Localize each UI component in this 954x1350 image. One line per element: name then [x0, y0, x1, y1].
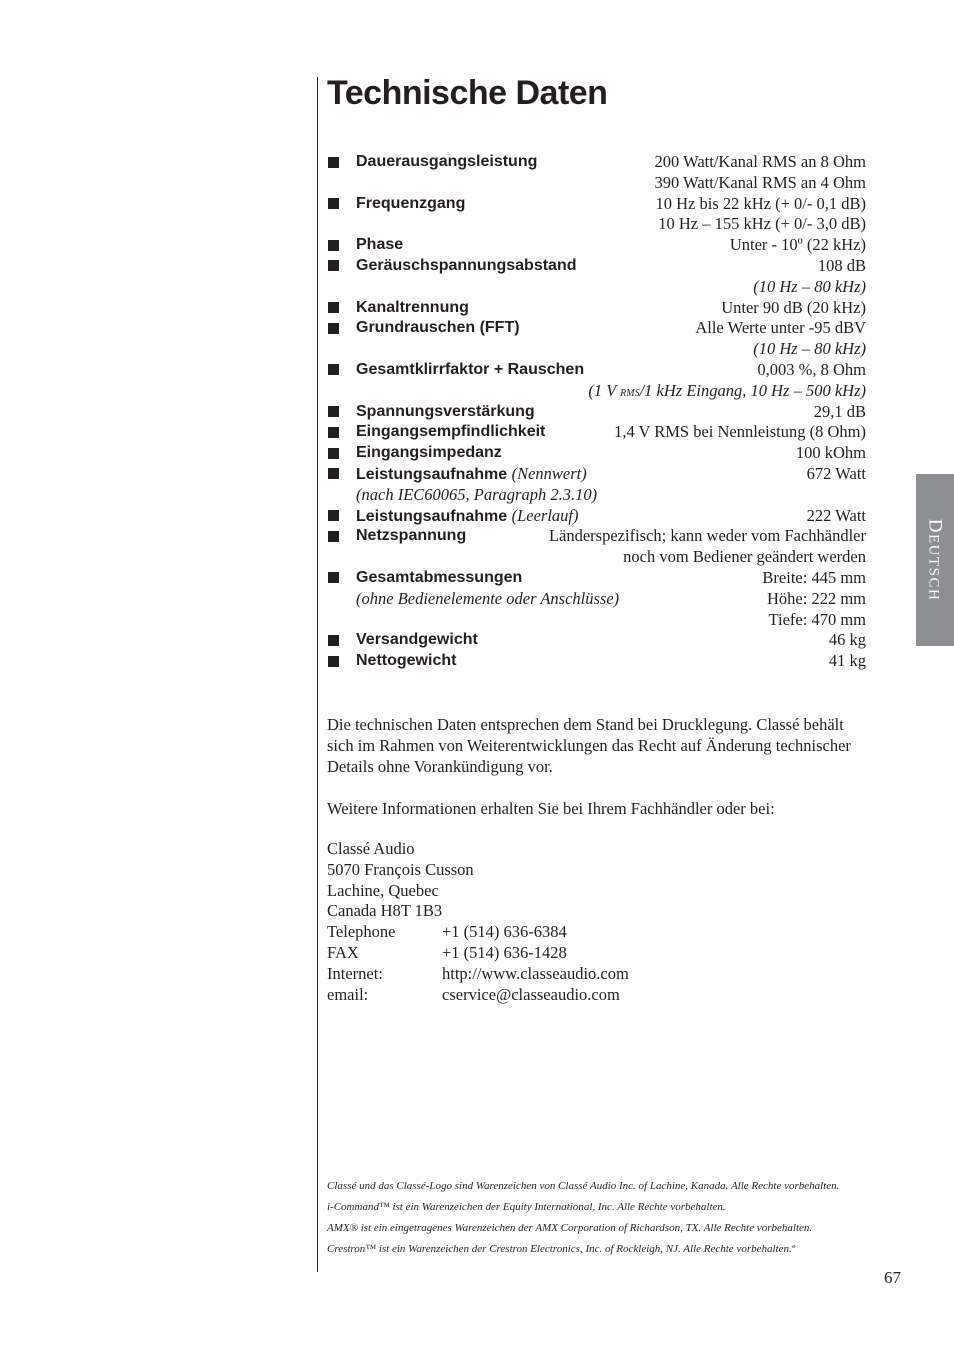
website-link[interactable]: http://www.classeaudio.com [442, 963, 629, 983]
spec-value: Breite: 445 mm [762, 567, 866, 587]
spec-row [327, 235, 866, 256]
spec-label: Spannungsverstärkung [356, 402, 535, 420]
spec-value: 200 Watt/Kanal RMS an 8 Ohm [654, 152, 866, 171]
spec-value: 10 Hz – 155 kHz (+ 0/- 3,0 dB) [658, 214, 866, 234]
bullet-square-icon [328, 510, 339, 521]
spec-row [327, 381, 866, 402]
spec-value: Unter 90 dB (20 kHz) [721, 297, 866, 317]
page-title: Technische Daten [327, 74, 608, 112]
footnote-line: Crestron™ ist ein Warenzeichen der Crestron Electronics, Inc. of Rockleigh, NJ. Alle Rechte vorbehalten.º [327, 1243, 796, 1255]
bullet-square-icon [328, 260, 339, 271]
bullet-square-icon [328, 198, 339, 209]
contact-key: email: [327, 984, 369, 1004]
spec-note: (nach IEC60065, Paragraph 2.3.10) [356, 484, 598, 504]
footnote-line: Classé und das Classé-Logo sind Warenzeichen von Classé Audio Inc. of Lachine, Kanada. Alle Rechte vorbehalten. [327, 1180, 840, 1192]
bullet-square-icon [328, 531, 339, 542]
spec-row [327, 214, 866, 235]
spec-row [327, 464, 866, 485]
spec-row [327, 318, 866, 339]
contact-key: FAX [327, 942, 359, 962]
disclaimer-paragraph: Die technischen Daten entsprechen dem Stand bei Drucklegung. Classé behält sich im Rahmen von Weiterentwicklungen das Recht auf Änderung technischer Details ohne Vorankündigung vor. [327, 715, 851, 776]
spec-row [327, 173, 866, 194]
address-line: Lachine, Quebec [327, 880, 439, 900]
spec-value: 0,003 %, 8 Ohm [757, 359, 866, 379]
language-tab-label: DEUTSCH [924, 518, 946, 602]
bullet-square-icon [328, 364, 339, 375]
bullet-square-icon [328, 572, 339, 583]
bullet-square-icon [328, 240, 339, 251]
spec-value: Tiefe: 470 mm [768, 609, 866, 629]
spec-value: 41 kg [828, 651, 866, 671]
spec-qualifier: (Nennwert) [511, 463, 587, 483]
spec-row [327, 630, 866, 651]
spec-label: Eingangsempfindlichkeit [356, 423, 546, 441]
spec-value: Unter - 10º (22 kHz) [729, 235, 866, 255]
spec-value: noch vom Bediener geändert werden [623, 547, 866, 567]
spec-row [327, 526, 866, 547]
footnote-line: i-Command™ ist ein Warenzeichen der Equity International, Inc. Alle Rechte vorbehalten. [327, 1201, 726, 1213]
spec-qualifier: (Leerlauf) [511, 505, 579, 525]
spec-label: Frequenzgang [356, 194, 466, 212]
spec-label: Leistungsaufnahme (Nennwert) [356, 463, 587, 483]
spec-row [327, 651, 866, 672]
spec-row [327, 256, 866, 277]
spec-value: 672 Watt [806, 463, 866, 483]
spec-note: (ohne Bedienelemente oder Anschlüsse) [356, 588, 620, 608]
contact-internet [327, 964, 629, 985]
spec-row [327, 610, 866, 631]
spec-row [327, 194, 866, 215]
spec-label: Netzspannung [356, 527, 467, 545]
bullet-square-icon [328, 427, 339, 438]
spec-row [327, 547, 866, 568]
spec-label: Leistungsaufnahme (Leerlauf) [356, 505, 579, 525]
spec-value: 10 Hz bis 22 kHz (+ 0/- 0,1 dB) [655, 193, 866, 213]
email-link[interactable]: cservice@classeaudio.com [442, 984, 620, 1004]
spec-label: Phase [356, 236, 404, 254]
contact-fax [327, 943, 629, 964]
bullet-square-icon [328, 157, 339, 168]
spec-row [327, 277, 866, 298]
bullet-square-icon [328, 656, 339, 667]
language-tab [916, 474, 954, 646]
spec-value: Alle Werte unter -95 dBV [695, 318, 866, 338]
contact-key: Internet: [327, 963, 383, 983]
info-paragraph: Weitere Informationen erhalten Sie bei Ihrem Fachhändler oder bei: [327, 799, 775, 818]
page-number: 67 [884, 1268, 901, 1287]
spec-label: Geräuschspannungsabstand [356, 256, 577, 274]
spec-value: (10 Hz – 80 kHz) [753, 276, 866, 296]
spec-value: 390 Watt/Kanal RMS an 4 Ohm [654, 172, 866, 192]
spec-value: Länderspezifisch; kann weder vom Fachhändler [548, 526, 866, 546]
contact-value: +1 (514) 636-6384 [442, 922, 567, 942]
spec-label: Gesamtabmessungen [356, 568, 523, 586]
spec-label: Grundrauschen (FFT) [356, 319, 520, 337]
spec-label: Kanaltrennung [356, 298, 469, 316]
bullet-square-icon [328, 635, 339, 646]
spec-value: 1,4 V RMS bei Nennleistung (8 Ohm) [614, 422, 866, 442]
contact-email [327, 985, 629, 1006]
spec-row [327, 589, 866, 610]
bullet-square-icon [328, 468, 339, 479]
spec-row [327, 485, 866, 506]
contact-telephone [327, 922, 629, 943]
spec-label: Versandgewicht [356, 631, 478, 649]
bullet-square-icon [328, 448, 339, 459]
spec-label: Dauerausgangsleistung [356, 153, 538, 170]
spec-row [327, 422, 866, 443]
spec-row [327, 339, 866, 360]
spec-value: 100 kOhm [795, 443, 866, 463]
spec-list [327, 152, 866, 672]
spec-value: (1 V RMS/1 kHz Eingang, 10 Hz – 500 kHz) [588, 380, 866, 400]
bullet-square-icon [328, 323, 339, 334]
spec-label: Eingangsimpedanz [356, 444, 502, 462]
spec-label: Gesamtklirrfaktor + Rauschen [356, 360, 585, 378]
bullet-square-icon [328, 406, 339, 417]
spec-row [327, 506, 866, 527]
address-line: 5070 François Cusson [327, 859, 474, 879]
contact-value: +1 (514) 636-1428 [442, 942, 567, 962]
bullet-square-icon [328, 302, 339, 313]
spec-label: Nettogewicht [356, 652, 457, 670]
spec-row [327, 443, 866, 464]
spec-value: 46 kg [828, 630, 866, 650]
spec-row [327, 402, 866, 423]
contact-key: Telephone [327, 922, 396, 942]
spec-value: 29,1 dB [813, 401, 866, 421]
spec-value: Höhe: 222 mm [767, 588, 866, 608]
address-line: Classé Audio [327, 839, 415, 858]
spec-value: 222 Watt [806, 505, 866, 525]
spec-row [327, 568, 866, 589]
address-block [327, 839, 629, 1005]
spec-row [327, 360, 866, 381]
spec-value: (10 Hz – 80 kHz) [753, 339, 866, 359]
footnote-line: AMX® ist ein eingetragenes Warenzeichen der AMX Corporation of Richardson, TX. Alle Rechte vorbehalten. [327, 1222, 813, 1234]
spec-value: 108 dB [817, 255, 866, 275]
spec-row [327, 152, 866, 173]
spec-row [327, 298, 866, 319]
vertical-rule [317, 77, 318, 1272]
trademark-footnotes [327, 1176, 839, 1260]
address-line: Canada H8T 1B3 [327, 901, 443, 921]
